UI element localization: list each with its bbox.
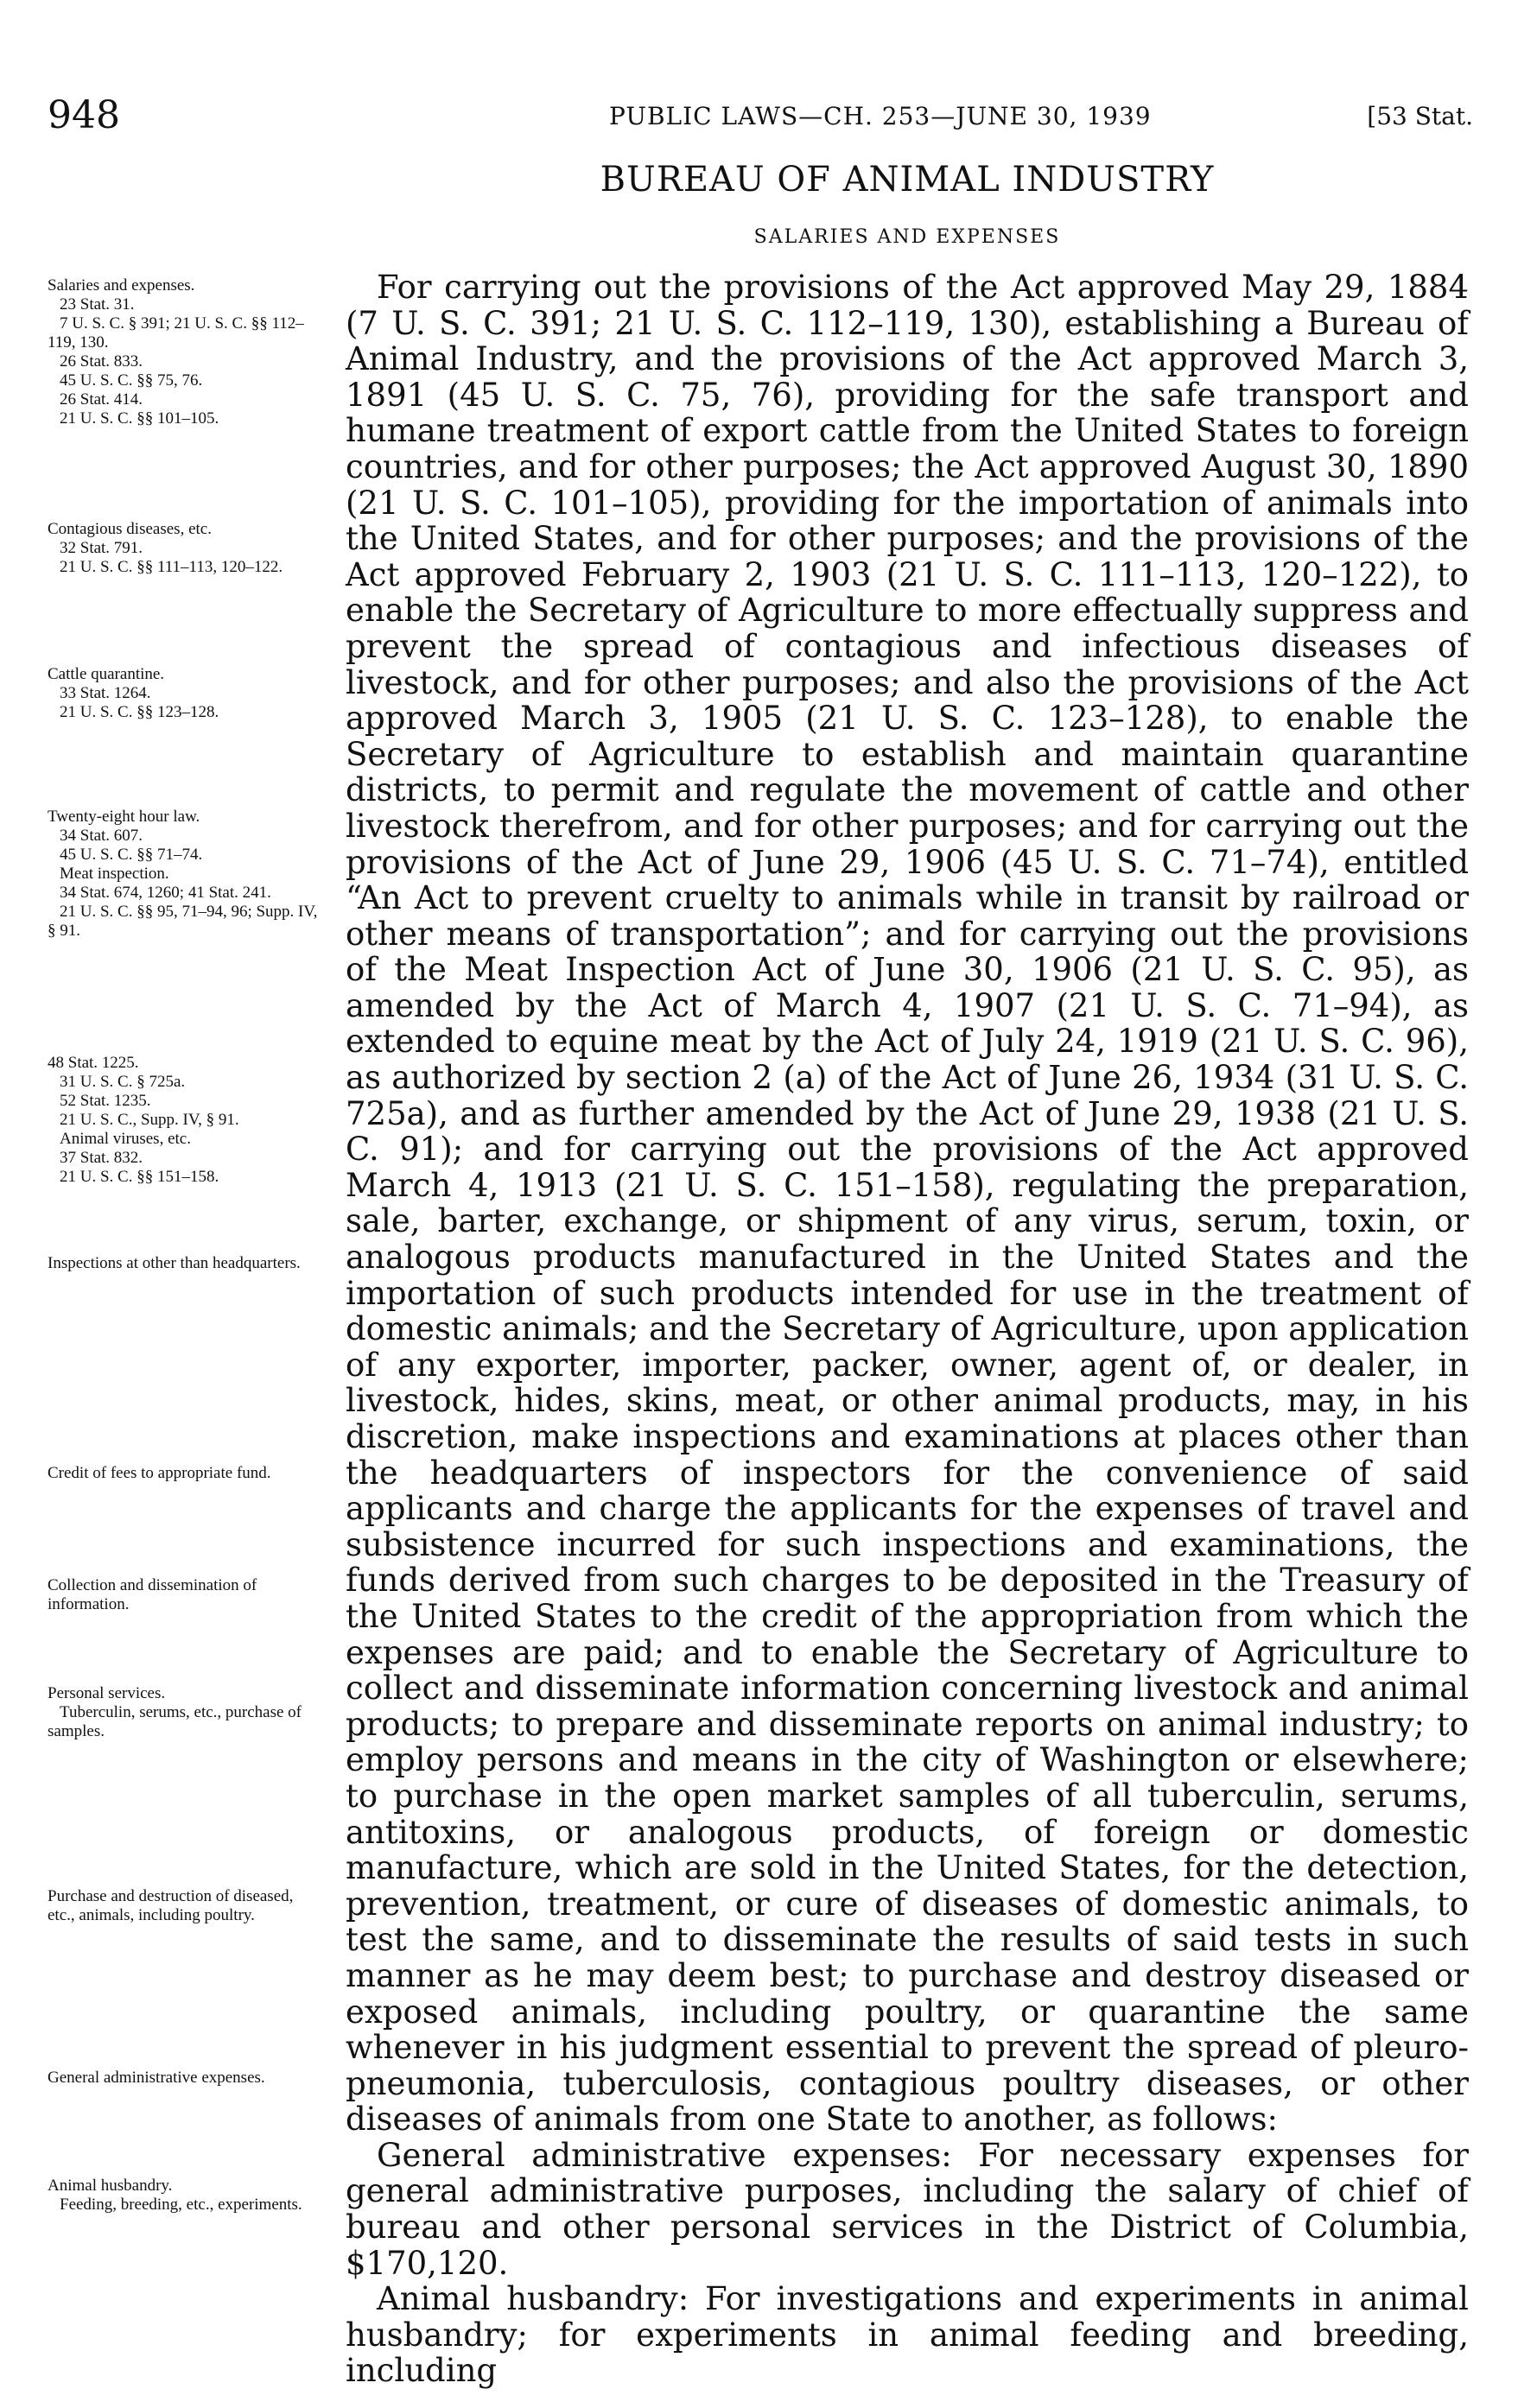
margin-line: Purchase and destruction of diseased, etc., animals, including poultry. bbox=[48, 1887, 294, 1924]
margin-line: 21 U. S. C. §§ 101–105. bbox=[60, 409, 219, 428]
margin-note-contagious-diseases bbox=[48, 520, 324, 577]
main-text bbox=[346, 269, 1469, 2389]
margin-line: 34 Stat. 674, 1260; 41 Stat. 241. bbox=[60, 884, 271, 902]
margin-note-salaries bbox=[48, 276, 324, 428]
page-number: 948 bbox=[48, 93, 120, 137]
margin-note-purchase-destruction bbox=[48, 1887, 324, 1925]
paragraph-animal-husbandry: Animal husbandry: For investigations and experiments in animal husbandry; for experiments in animal feeding and breeding, including bbox=[346, 2280, 1469, 2390]
margin-note-general-administrative bbox=[48, 2069, 324, 2088]
margin-note-animal-viruses bbox=[48, 1054, 324, 1187]
margin-line: Contagious diseases, etc. bbox=[48, 520, 212, 538]
margin-line: 26 Stat. 833. bbox=[60, 352, 143, 371]
margin-line: 31 U. S. C. § 725a. bbox=[60, 1073, 186, 1091]
margin-line: General administrative expenses. bbox=[48, 2069, 265, 2087]
margin-line: Meat inspection. bbox=[60, 865, 169, 883]
paragraph-general-administrative: General administrative expenses: For necessary expenses for general administrative purposes, including the salary of chief of bureau and other personal services in the District of Columbia, $170,120. bbox=[346, 2136, 1469, 2282]
margin-line: Tuberculin, serums, etc., purchase of samples. bbox=[48, 1703, 302, 1740]
margin-line: Inspections at other than headquarters. bbox=[48, 1254, 301, 1272]
margin-line: Twenty-eight hour law. bbox=[48, 808, 200, 826]
margin-line: Cattle quarantine. bbox=[48, 665, 165, 683]
margin-line: Animal viruses, etc. bbox=[60, 1130, 191, 1148]
margin-line: Animal husbandry. bbox=[48, 2177, 173, 2195]
margin-line: Feeding, breeding, etc., experiments. bbox=[60, 2196, 302, 2214]
margin-line: 21 U. S. C. §§ 123–128. bbox=[60, 703, 219, 721]
margin-line: 45 U. S. C. §§ 75, 76. bbox=[60, 371, 203, 390]
margin-note-inspections bbox=[48, 1254, 324, 1273]
bureau-title: BUREAU OF ANIMAL INDUSTRY bbox=[600, 160, 1215, 200]
margin-line: 26 Stat. 414. bbox=[60, 390, 143, 409]
section-title: SALARIES AND EXPENSES bbox=[753, 226, 1061, 248]
margin-line: 21 U. S. C. §§ 151–158. bbox=[60, 1168, 219, 1186]
page-header bbox=[48, 93, 1473, 145]
margin-line: 21 U. S. C. §§ 95, 71–94, 96; Supp. IV, § 91. bbox=[48, 903, 318, 940]
margin-line: 32 Stat. 791. bbox=[60, 539, 143, 557]
margin-line: Personal services. bbox=[48, 1684, 166, 1702]
margin-line: 7 U. S. C. § 391; 21 U. S. C. §§ 112–119, 130. bbox=[48, 314, 304, 352]
margin-line: 23 Stat. 31. bbox=[60, 295, 135, 314]
margin-note-collection-dissemination bbox=[48, 1576, 324, 1614]
margin-line: Salaries and expenses. bbox=[48, 276, 195, 295]
margin-note-twenty-eight-hour-law bbox=[48, 808, 324, 941]
running-title: PUBLIC LAWS—CH. 253—JUNE 30, 1939 bbox=[609, 102, 1152, 130]
margin-note-personal-services bbox=[48, 1684, 324, 1741]
margin-line: Collection and dissemination of information. bbox=[48, 1576, 257, 1613]
margin-line: 37 Stat. 832. bbox=[60, 1149, 143, 1167]
margin-line: 33 Stat. 1264. bbox=[60, 684, 151, 702]
margin-note-credit-of-fees bbox=[48, 1464, 324, 1483]
margin-line: 21 U. S. C., Supp. IV, § 91. bbox=[60, 1111, 239, 1129]
margin-line: 52 Stat. 1235. bbox=[60, 1092, 151, 1110]
margin-line: 45 U. S. C. §§ 71–74. bbox=[60, 846, 203, 864]
paragraph-appropriation: For carrying out the provisions of the Act approved May 29, 1884 (7 U. S. C. 391; 21 U. S. C. 112–119, 130), establishing a Bureau of Animal Industry, and the provisions of the Act approved March 3, 1891 (45 U. S. C. 75, 76), providing for the safe transport and humane treatment of export cattle from the United States to foreign countries, and for other purposes; the Act approved August 30, 1890 (21 U. S. C. 101–105), providing for the importation of animals into the United States, and for other purposes; and the provisions of the Act approved February 2, 1903 (21 U. S. C. 111–113, 120–122), to enable the Secretary of Agriculture to more effectually suppress and prevent the spread of contagious and infectious diseases of livestock, and for other purposes; and also the provisions of the Act approved March 3, 1905 (21 U. S. C. 123–128), to enable the Secretary of Agriculture to establish and maintain quarantine districts, to permit and regulate the movement of cattle and other livestock therefrom, and for other purposes; and for carrying out the provisions of the Act of June 29, 1906 (45 U. S. C. 71–74), entitled “An Act to prevent cruelty to animals while in transit by railroad or other means of transportation”; and for carrying out the provisions of the Meat Inspection Act of June 30, 1906 (21 U. S. C. 95), as amended by the Act of March 4, 1907 (21 U. S. C. 71–94), as extended to equine meat by the Act of July 24, 1919 (21 U. S. C. 96), as authorized by section 2 (a) of the Act of June 26, 1934 (31 U. S. C. 725a), and as further amended by the Act of June 29, 1938 (21 U. S. C. 91); and for carrying out the provisions of the Act approved March 4, 1913 (21 U. S. C. 151–158), regulating the preparation, sale, barter, exchange, or shipment of any virus, serum, toxin, or analogous products manufactured in the United States and the importation of such products intended for use in the treatment of domestic animals; and the Secretary of Agriculture, upon application of any exporter, importer, packer, owner, agent of, or dealer, in livestock, hides, skins, meat, or other animal products, may, in his discretion, make inspections and examinations at places other than the headquarters of inspectors for the convenience of said applicants and charge the applicants for the expenses of travel and subsistence incurred for such inspections and examinations, the funds derived from such charges to be deposited in the Treasury of the United States to the credit of the appropriation from which the expenses are paid; and to enable the Secretary of Agriculture to collect and disseminate information concerning livestock and animal products; to prepare and disseminate reports on animal industry; to employ persons and means in the city of Washington or elsewhere; to purchase in the open market samples of all tuberculin, serums, antitoxins, or analogous products, of foreign or domestic manufacture, which are sold in the United States, for the detection, prevention, treatment, or cure of diseases of domestic animals, to test the same, and to disseminate the results of said tests in such manner as he may deem best; to purchase and destroy diseased or exposed animals, including poultry, or quarantine the same whenever in his judgment essential to prevent the spread of pleuro-pneumonia, tuberculosis, contagious poultry diseases, or other diseases of animals from one State to another, as follows: bbox=[346, 269, 1469, 2139]
margin-line: 48 Stat. 1225. bbox=[48, 1054, 139, 1072]
margin-note-cattle-quarantine bbox=[48, 665, 324, 722]
margin-line: 21 U. S. C. §§ 111–113, 120–122. bbox=[60, 558, 283, 576]
volume-reference: [53 Stat. bbox=[1367, 102, 1473, 130]
margin-note-animal-husbandry bbox=[48, 2177, 324, 2215]
margin-line: 34 Stat. 607. bbox=[60, 827, 143, 845]
margin-line: Credit of fees to appropriate fund. bbox=[48, 1464, 271, 1482]
